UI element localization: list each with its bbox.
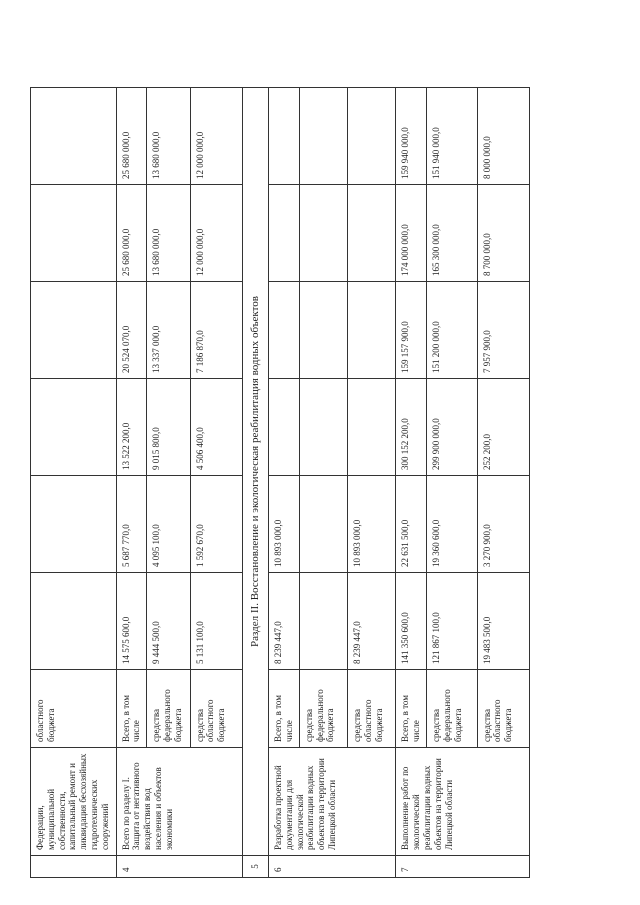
value-cell: 19 360 600,0 [427,476,477,573]
value-cell [31,573,117,670]
value-cell: 159 940 000,0 [396,88,427,185]
funding-source: средства областного бюджета [348,670,396,748]
table-row [269,88,300,878]
value-cell [31,88,117,185]
value-cell [299,185,347,282]
value-cell [299,379,347,476]
value-cell: 174 000 000,0 [396,185,427,282]
value-cell: 8 000 000,0 [477,88,529,185]
value-cell [348,379,396,476]
value-cell [269,282,300,379]
funding-source: средства областного бюджета [190,670,242,748]
row-number: 7 [396,856,530,878]
value-cell [299,573,347,670]
value-cell [269,185,300,282]
value-cell: 10 893 000,0 [269,476,300,573]
value-cell: 141 350 600,0 [396,573,427,670]
measure-name: Федерации, муниципальной собственности, капитальный ремонт и ликвидация бесхозяйных гидротехнических сооружений [31,748,117,856]
row-number: 5 [242,856,268,878]
value-cell: 300 152 200,0 [396,379,427,476]
value-cell: 13 680 000,0 [147,88,190,185]
value-cell: 159 157 900,0 [396,282,427,379]
value-cell: 19 483 500,0 [477,573,529,670]
measure-name: Разработка проектной документации для экологической реабилитации водных объектов на территории Липецкой области [269,748,396,856]
value-cell: 13 337 000,0 [147,282,190,379]
value-cell: 14 575 600,0 [116,573,147,670]
value-cell [31,282,117,379]
value-cell: 4 095 100,0 [147,476,190,573]
funding-source: средства федерального бюджета [147,670,190,748]
value-cell: 5 687 770,0 [116,476,147,573]
funding-source: Всего, в том числе [396,670,427,748]
value-cell: 13 680 000,0 [147,185,190,282]
value-cell: 13 522 200,0 [116,379,147,476]
funding-source: средства федерального бюджета [299,670,347,748]
value-cell: 1 592 670,0 [190,476,242,573]
section-title: Раздел II. Восстановление и экологическая реабилитация водных объектов [242,88,268,856]
value-cell [299,88,347,185]
value-cell: 252 200,0 [477,379,529,476]
value-cell: 151 200 000,0 [427,282,477,379]
value-cell: 7 186 870,0 [190,282,242,379]
table-row [31,88,117,878]
measure-name: Всего по разделу I. Защита от негативного воздействия вод населения и объектов экономики [116,748,242,856]
value-cell: 12 000 000,0 [190,185,242,282]
value-cell: 8 239 447,0 [269,573,300,670]
value-cell: 121 867 100,0 [427,573,477,670]
funding-source: Всего, в том числе [116,670,147,748]
funding-source: областного бюджета [31,670,117,748]
value-cell: 299 900 000,0 [427,379,477,476]
row-number: 4 [116,856,242,878]
value-cell [299,476,347,573]
value-cell [31,379,117,476]
value-cell [269,88,300,185]
measure-name: Выполнение работ по экологической реабилитации водных объектов на территории Липецкой области [396,748,530,856]
funding-source: средства областного бюджета [477,670,529,748]
value-cell: 9 015 800,0 [147,379,190,476]
table-container [30,88,530,878]
value-cell: 10 893 000,0 [348,476,396,573]
table-row [116,88,147,878]
budget-table [30,87,530,878]
value-cell: 25 680 000,0 [116,185,147,282]
value-cell: 5 131 100,0 [190,573,242,670]
value-cell: 165 300 000,0 [427,185,477,282]
value-cell: 9 444 500,0 [147,573,190,670]
value-cell: 8 700 000,0 [477,185,529,282]
value-cell [348,282,396,379]
value-cell: 151 940 000,0 [427,88,477,185]
rotated-page [30,88,530,878]
value-cell [348,88,396,185]
funding-source: средства федерального бюджета [427,670,477,748]
value-cell: 7 957 900,0 [477,282,529,379]
row-number [31,856,117,878]
section-row [242,88,268,878]
value-cell [269,379,300,476]
row-number: 6 [269,856,396,878]
value-cell: 8 239 447,0 [348,573,396,670]
value-cell [31,185,117,282]
value-cell: 25 680 000,0 [116,88,147,185]
value-cell: 12 000 000,0 [190,88,242,185]
value-cell: 3 270 900,0 [477,476,529,573]
value-cell [31,476,117,573]
table-row [396,88,427,878]
value-cell [348,185,396,282]
funding-source: Всего, в том числе [269,670,300,748]
value-cell [299,282,347,379]
value-cell: 4 506 400,0 [190,379,242,476]
value-cell: 22 631 500,0 [396,476,427,573]
value-cell: 20 524 070,0 [116,282,147,379]
